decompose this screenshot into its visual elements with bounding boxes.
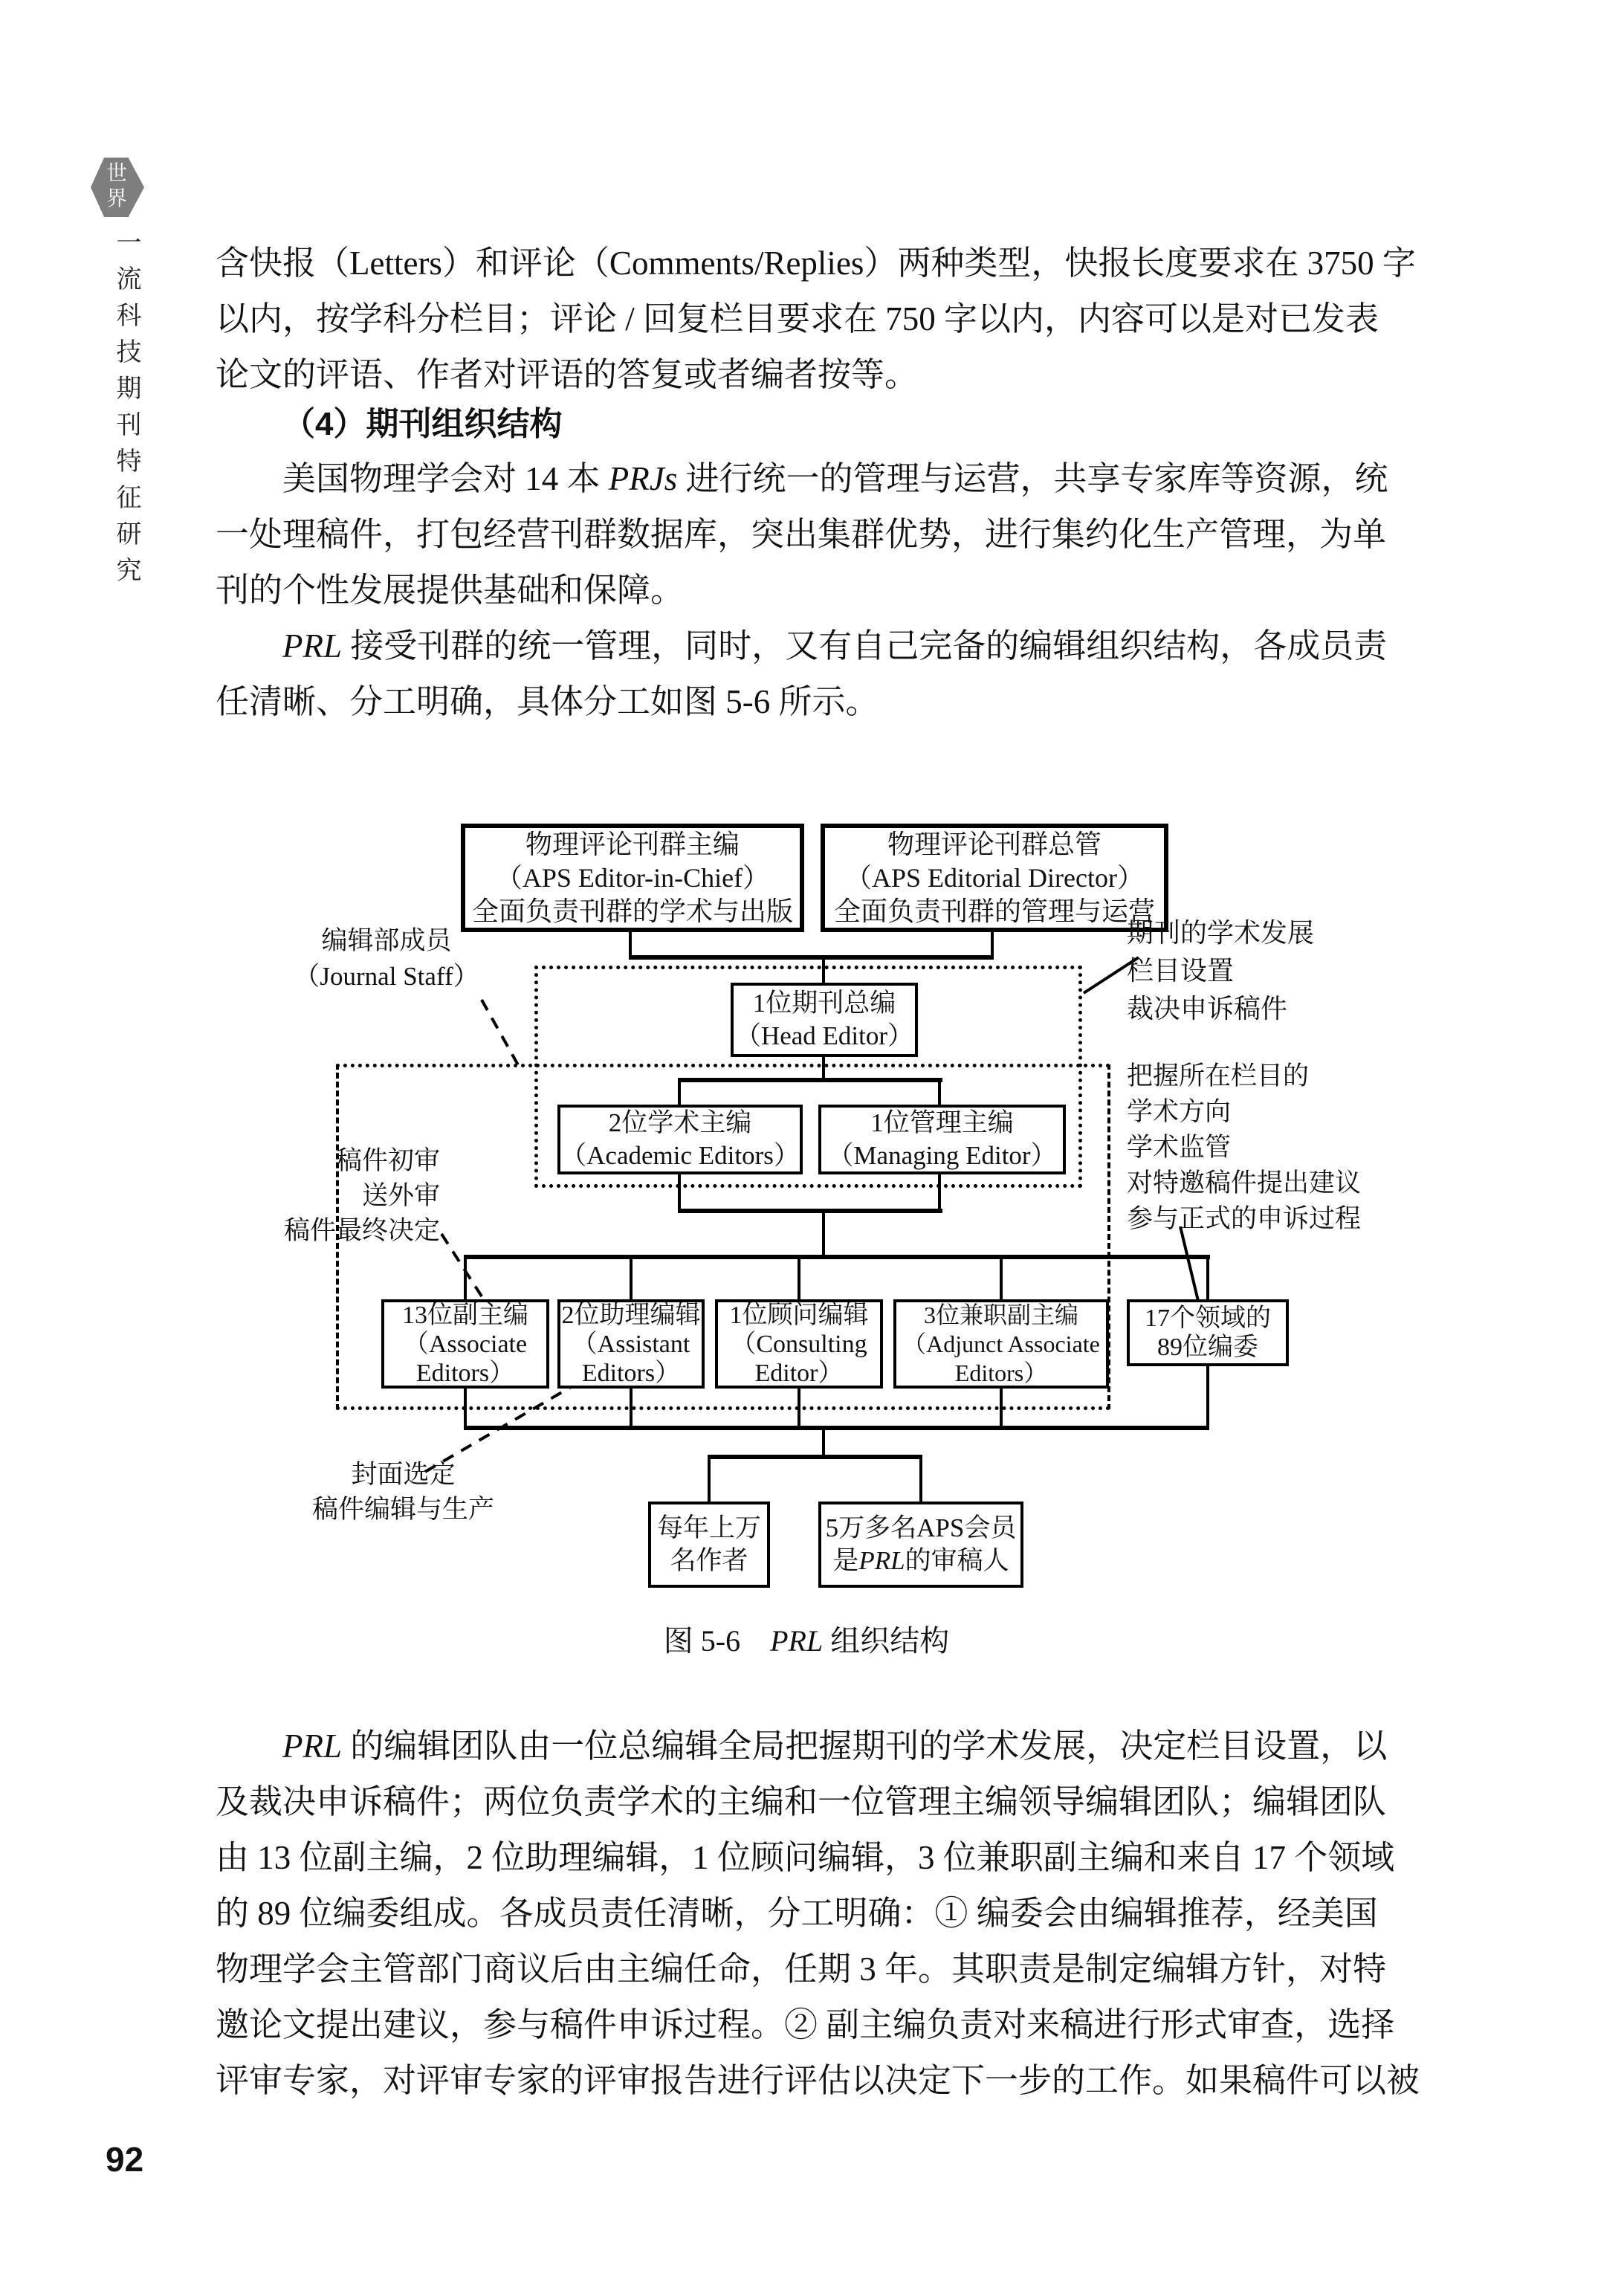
- callout-associate-editor-duties: 稿件初审 送外审 稿件最终决定: [283, 1146, 440, 1245]
- box-assistant-editors: 2位助理编辑 （Assistant Editors）: [557, 1299, 705, 1389]
- sidebar-series-title: 一流科技期刊特征研究: [112, 229, 140, 593]
- paragraph-line: 刊的个性发展提供基础和保障。: [216, 572, 685, 609]
- paragraph-line: 评审专家，对评审专家的评审报告进行评估以决定下一步的工作。如果稿件可以被: [216, 2062, 1420, 2099]
- paragraph-line: 邀论文提出建议，参与稿件申诉过程。② 副主编负责对来稿进行形式审查，选择: [216, 2006, 1395, 2043]
- figure-caption: 图 5-6 PRL 组织结构: [663, 1624, 950, 1658]
- box-head-editor: 1位期刊总编 （Head Editor）: [731, 983, 918, 1057]
- svg-text:世: 世: [106, 161, 128, 184]
- paragraph-line: 美国物理学会对 14 本 PRJs 进行统一的管理与运营，共享专家库等资源，统: [282, 460, 1388, 497]
- callout-head-editor-duties: 期刊的学术发展 栏目设置 裁决申诉稿件: [1127, 918, 1315, 1024]
- box-reviewers: 5万多名APS会员 是PRL的审稿人: [818, 1502, 1023, 1588]
- svg-text:界: 界: [106, 187, 128, 210]
- paragraph-line: 论文的评语、作者对评语的答复或者编者按等。: [216, 356, 919, 393]
- box-aps-editor-in-chief: 物理评论刊群主编 （APS Editor-in-Chief） 全面负责刊群的学术与出版: [461, 824, 804, 932]
- hexagon-arrow-icon: [88, 156, 156, 219]
- paragraph-line: 任清晰、分工明确，具体分工如图 5-6 所示。: [216, 683, 879, 720]
- page-number: 92: [106, 2140, 144, 2179]
- paragraph-line: PRL 接受刊群的统一管理，同时，又有自己完备的编辑组织结构，各成员责: [282, 627, 1388, 665]
- paragraph-line: 由 13 位副主编，2 位助理编辑，1 位顾问编辑，3 位兼职副主编和来自 17 个领域: [216, 1839, 1395, 1876]
- box-managing-editor: 1位管理主编 （Managing Editor）: [818, 1105, 1066, 1174]
- box-consulting-editor: 1位顾问编辑 （Consulting Editor）: [715, 1299, 883, 1389]
- box-adjunct-associate-editors: 3位兼职副主编 （Adjunct Associate Editors）: [893, 1299, 1109, 1389]
- callout-staff-duties: 封面选定 稿件编辑与生产: [311, 1460, 494, 1524]
- callout-journal-staff: 编辑部成员 （Journal Staff）: [294, 926, 479, 991]
- paragraph-line: 一处理稿件，打包经营刊群数据库，突出集群优势，进行集约化生产管理，为单: [216, 516, 1387, 553]
- paragraph-line: 以内，按学科分栏目；评论 / 回复栏目要求在 750 字以内，内容可以是对已发表: [216, 300, 1379, 337]
- chapter-badge: [88, 156, 156, 219]
- paragraph-4: [216, 1719, 1475, 2109]
- paragraph-line: PRL 的编辑团队由一位总编辑全局把握期刊的学术发展，决定栏目设置，以: [282, 1727, 1388, 1765]
- paragraph-line: 及裁决申诉稿件；两位负责学术的主编和一位管理主编领导编辑团队；编辑团队: [216, 1783, 1387, 1820]
- paragraph-line: 物理学会主管部门商议后由主编任命，任期 3 年。其职责是制定编辑方针，对特: [216, 1950, 1387, 1988]
- callout-editorial-board-duties: 把握所在栏目的 学术方向 学术监管 对特邀稿件提出建议 参与正式的申诉过程: [1127, 1061, 1362, 1233]
- paragraph-3: [216, 618, 1475, 730]
- paragraph-1: [216, 236, 1475, 403]
- section-heading: （4）期刊组织结构: [282, 406, 563, 442]
- paragraph-line: 的 89 位编委组成。各成员责任清晰，分工明确：① 编委会由编辑推荐，经美国: [216, 1895, 1378, 1932]
- box-editorial-board: 17个领域的 89位编委: [1127, 1299, 1289, 1366]
- box-authors: 每年上万 名作者: [648, 1502, 770, 1588]
- box-associate-editors: 13位副主编 （Associate Editors）: [381, 1299, 549, 1389]
- box-academic-editors: 2位学术主编 （Academic Editors）: [557, 1105, 803, 1174]
- paragraph-2: [216, 451, 1475, 618]
- box-aps-editorial-director: 物理评论刊群总管 （APS Editorial Director） 全面负责刊群的管理与运营: [821, 824, 1168, 932]
- paragraph-line: 含快报（Letters）和评论（Comments/Replies）两种类型，快报长度要求在 3750 字: [216, 245, 1416, 282]
